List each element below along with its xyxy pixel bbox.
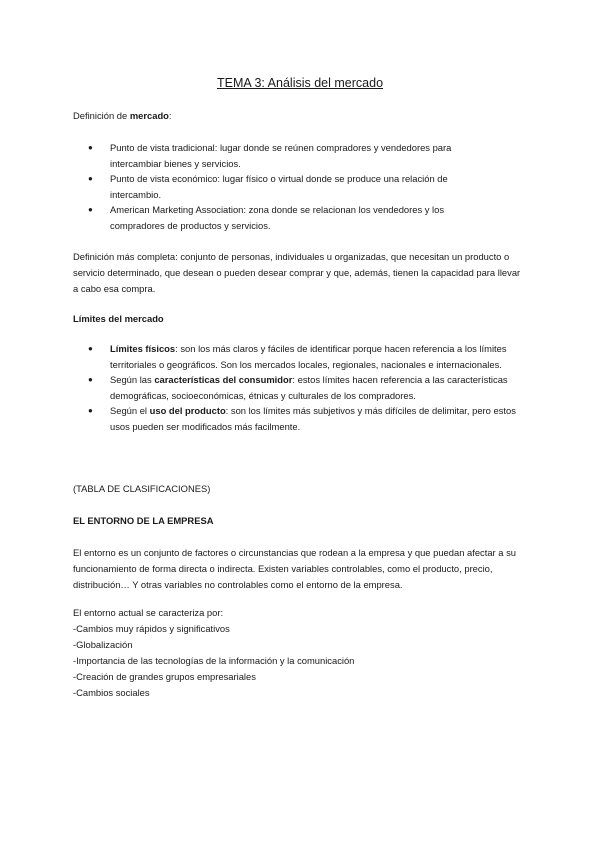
list-item: -Creación de grandes grupos empresariales: [73, 671, 256, 682]
list-item: -Cambios sociales: [73, 687, 150, 698]
list-item: ● Punto de vista tradicional: lugar donde se reúnen compradores y vendedores para intercambiar bienes y servicios.: [88, 140, 488, 171]
list-item: -Cambios muy rápidos y significativos: [73, 623, 230, 634]
definition-heading: Definición de mercado:: [73, 110, 172, 121]
entorno-paragraph: El entorno es un conjunto de factores o circunstancias que rodean a la empresa y que puedan afectar a su funcionamiento de forma directa o indirecta. Existen variables controlables, como el producto, precio, distribución… Y otras variables no controlables como el entorno de la empresa.: [73, 547, 516, 590]
list-item: -Globalización: [73, 639, 133, 650]
entorno-items: [73, 621, 354, 701]
list-item: ● Según el uso del producto: son los límites más subjetivos y más difíciles de delimitar, pero estos usos pueden ser modificados más facilmente.: [88, 403, 528, 434]
limits-list: [88, 341, 528, 435]
list-item: ● Según las características del consumidor: estos límites hacen referencia a las características demográficas, socioeconómicas, étnicas y culturales de los compradores.: [88, 372, 528, 403]
definition-list: [88, 140, 488, 234]
entorno-intro: El entorno actual se caracteriza por:: [73, 607, 224, 618]
list-item: ● Punto de vista económico: lugar físico o virtual donde se produce una relación de intercambio.: [88, 171, 488, 202]
limits-heading: Límites del mercado: [73, 313, 164, 324]
table-note: (TABLA DE CLASIFICACIONES): [73, 483, 211, 494]
page-title: TEMA 3: Análisis del mercado: [216, 76, 384, 90]
list-item: -Importancia de las tecnologías de la información y la comunicación: [73, 655, 355, 666]
list-item: ● American Marketing Association: zona donde se relacionan los vendedores y los compradores de productos y servicios.: [88, 202, 488, 233]
entorno-heading: EL ENTORNO DE LA EMPRESA: [73, 515, 214, 526]
list-item: ● Límites físicos: son los más claros y fáciles de identificar porque hacen referencia a los límites territoriales o geográficos. Son los mercados locales, regionales, nacionales e internacionales.: [88, 341, 528, 372]
full-definition-paragraph: Definición más completa: conjunto de personas, individuales u organizadas, que necesitan un producto o servicio determinado, que desean o pueden desear comprar y que, además, tienen la capacidad para llevar a cabo esa compra.: [73, 251, 521, 294]
